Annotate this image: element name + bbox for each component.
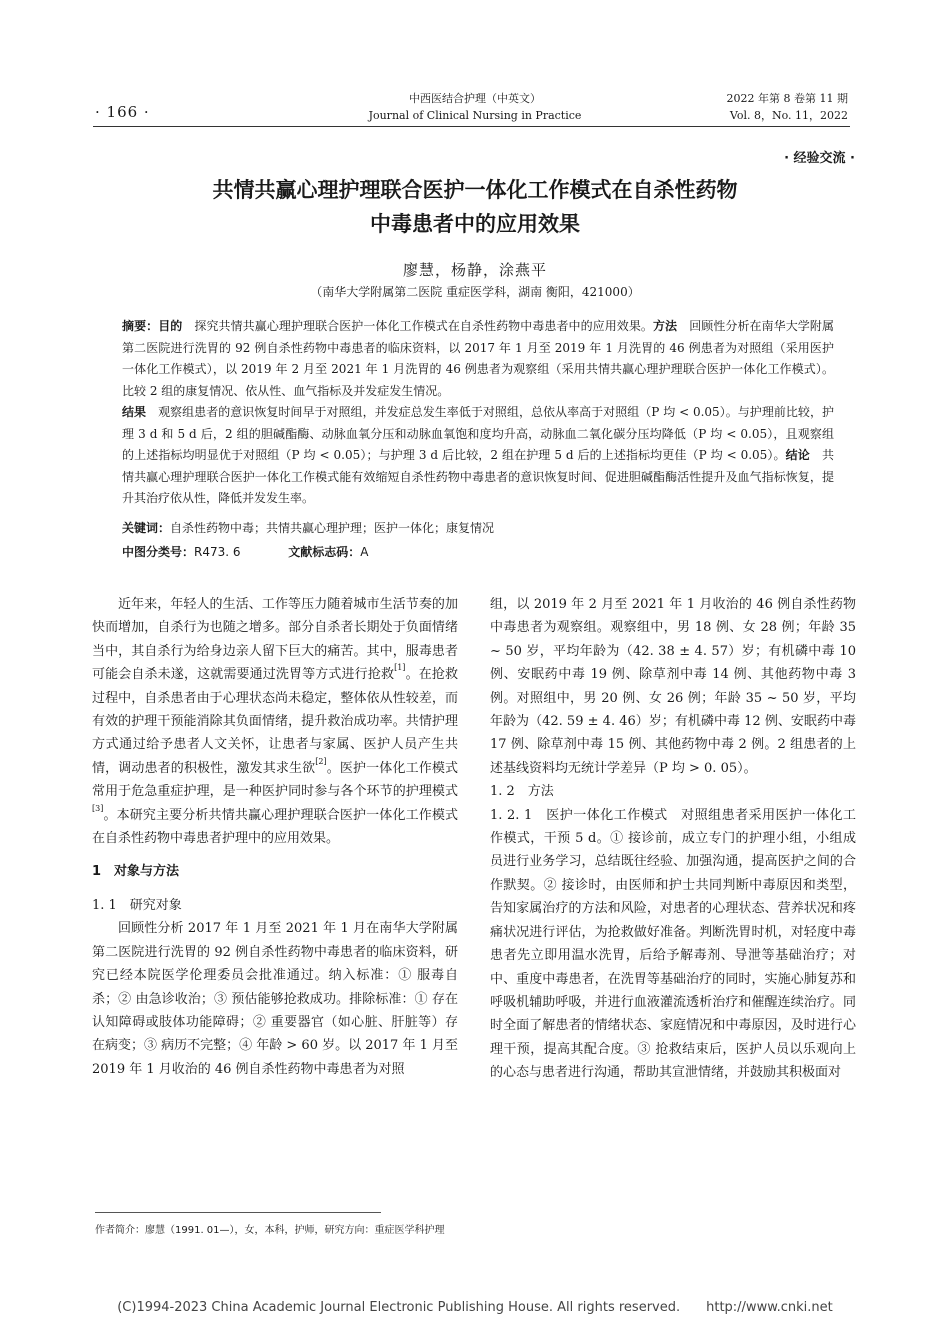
title-line-1: 共情共赢心理护理联合医护一体化工作模式在自杀性药物 bbox=[212, 178, 738, 202]
affiliation: （南华大学附属第二医院 重症医学科，湖南 衡阳，421000） bbox=[310, 285, 640, 299]
method-label: 方法 bbox=[652, 319, 678, 333]
classification-line bbox=[122, 543, 368, 560]
subjects-continued: 组，以 2019 年 2 月至 2021 年 1 月收治的 46 例自杀性药物中毒患者为观察组。观察组中，男 18 例、女 28 例；年龄 35 ~ 50 岁，平均年龄为（42. 38 ± 4. 57）岁；有机磷中毒 10 例、安眠药中毒 19 例、除草剂中毒 14 例、其他药物中毒 3 例。对照组中，男 20 例、女 26 例；年龄 35 ~ 50 岁，平均年龄为（42. 59 ± 4. 46）岁；有机磷中毒 12 例、安眠药中毒 17 例、除草剂中毒 15 例、其他药物中毒 2 例。2 组患者的上述基线资料均无统计学差异（P 均 > 0. 05）。 bbox=[490, 597, 856, 776]
subjects-paragraph: 回顾性分析 2017 年 1 月至 2021 年 1 月在南华大学附属第二医院进行洗胃的 92 例自杀性药物中毒患者的临床资料，研究已经本院医学伦理委员会批准通过。纳入标准：① 服毒自杀；② 由急诊收治；③ 预估能够抢救成功。排除标准：① 存在认知障碍或肢体功能障碍；② 重要器官（如心脏、肝脏等）存在病变；③ 病历不完整；④ 年龄 > 60 岁。以 2017 年 1 月至 2019 年 1 月收治的 46 例自杀性药物中毒患者为对照 bbox=[92, 921, 458, 1077]
intro-text-3: 。医护一体化工作模式常用于危急重症护理，是一种医护同时参与各个环节的护理模式 bbox=[92, 760, 458, 800]
intro-text-4: 。本研究主要分析共情共赢心理护理联合医护一体化工作模式在自杀性药物中毒患者护理中的应用效果。 bbox=[92, 807, 458, 847]
method-text: 对照组患者采用医护一体化工作模式，干预 5 d。① 接诊前，成立专门的护理小组，小组成员进行业务学习，总结既往经验、加强沟通，提高医护之间的合作默契。② 接诊时，由医师和护士共同判断中毒原因和类型，告知家属治疗的方法和风险，对患者的心理状态、营养状况和疼痛状况进行评估，为抢救做好准备。判断洗胃时机，对轻度中毒患者先立即用温水洗胃，后给予解毒剂、导泄等基础治疗；对中、重度中毒患者，在洗胃等基础治疗的同时，实施心肺复苏和呼吸机辅助呼吸，并进行血液灌流透析治疗和催醒连续治疗。同时全面了解患者的情绪状态、家庭情况和中毒原因，及时进行心理干预，提高其配合度。③ 抢救结束后，医护人员以乐观向上的心态与患者进行沟通，帮助其宣泄情绪，并鼓励其积极面对 bbox=[490, 807, 856, 1081]
right-column bbox=[490, 593, 856, 1085]
abstract bbox=[122, 316, 834, 510]
page-number: · 166 · bbox=[95, 103, 150, 121]
journal-title-en: Journal of Clinical Nursing in Practice bbox=[368, 109, 582, 122]
citation-2: [2] bbox=[315, 756, 327, 766]
objective-label: 目的 bbox=[158, 319, 183, 333]
journal-title bbox=[330, 90, 620, 124]
header-divider bbox=[93, 126, 850, 127]
subsection-heading-1-2: 1. 2 方法 bbox=[490, 784, 554, 800]
keywords-label: 关键词： bbox=[122, 521, 171, 535]
subsection-heading-1-2-1: 1. 2. 1 医护一体化工作模式 bbox=[490, 807, 668, 823]
conclusion-text: 共情共赢心理护理联合医护一体化工作模式能有效缩短自杀性药物中毒患者的意识恢复时间、促进胆碱酯酶活性提升及血气指标恢复，提升其治疗依从性，降低并发发生率。 bbox=[122, 448, 834, 505]
journal-title-cn: 中西医结合护理（中英文） bbox=[409, 92, 541, 105]
result-text: 观察组患者的意识恢复时间早于对照组，并发症总发生率低于对照组，总依从率高于对照组（P 均 < 0.05）。与护理前比较，护理 3 d 和 5 d 后，2 组的胆碱酯酶、动脉血氧分压和动脉血氧饱和度均升高，动脉血二氧化碳分压均降低（P 均 < 0.05），且观察组的上述指标均明显优于对照组（P 均 < 0.05）；与护理 3 d 后比较，2 组在护理 5 d 后的上述指标均更佳（P 均 < 0.05）。 bbox=[122, 405, 834, 462]
section-heading-1: 1 对象与方法 bbox=[92, 864, 180, 880]
issue-en: Vol. 8，No. 11，2022 bbox=[729, 109, 848, 122]
doc-code-label: 文献标志码： bbox=[288, 545, 361, 559]
intro-paragraph bbox=[92, 593, 458, 850]
result-label: 结果 bbox=[122, 405, 147, 419]
abstract-label: 摘要： bbox=[122, 319, 159, 333]
subsection-heading-1-1: 1. 1 研究对象 bbox=[92, 897, 182, 913]
section-tag: · 经验交流 · bbox=[784, 151, 855, 166]
clc-value: R473. 6 bbox=[194, 545, 241, 559]
intro-text-2: 。在抢救过程中，自杀患者由于心理状态尚未稳定，整体依从性较差，而有效的护理干预能消除其负面情绪，提升救治成功率。共情护理方式通过给予患者人文关怀，让患者与家属、医护人员产生共情，调动患者的积极性，激发其求生欲 bbox=[92, 667, 458, 776]
method-text: 回顾性分析在南华大学附属第二医院进行洗胃的 92 例自杀性药物中毒患者的临床资料，以 2017 年 1 月至 2019 年 1 月洗胃的 46 例患者为对照组（采用医护一体化工作模式），以 2019 年 2 月至 2021 年 1 月洗胃的 46 例患者为观察组（采用共情共赢心理护理联合医护一体化工作模式）。比较 2 组的康复情况、依从性、血气指标及并发症发生情况。 bbox=[122, 319, 834, 398]
conclusion-label: 结论 bbox=[785, 448, 810, 462]
keywords: 自杀性药物中毒；共情共赢心理护理；医护一体化；康复情况 bbox=[170, 521, 495, 535]
issue-info bbox=[680, 90, 848, 124]
citation-1: [1] bbox=[394, 663, 406, 673]
issue-cn: 2022 年第 8 卷第 11 期 bbox=[726, 92, 848, 105]
keywords-line bbox=[122, 519, 494, 536]
footnote-divider bbox=[95, 1212, 381, 1213]
intro-text-1: 近年来，年轻人的生活、工作等压力随着城市生活节奏的加快而增加，自杀行为也随之增多。部分自杀者长期处于负面情绪当中，其自杀行为给身边亲人留下巨大的痛苦。其中，服毒患者可能会自杀未遂，这就需要通过洗胃等方式进行抢救 bbox=[92, 597, 458, 683]
left-column bbox=[92, 593, 458, 1081]
author-footnote: 作者简介：廖慧（1991. 01—），女，本科，护师，研究方向：重症医学科护理 bbox=[95, 1225, 445, 1236]
clc-label: 中图分类号： bbox=[122, 545, 195, 559]
copyright-line: (C)1994-2023 China Academic Journal Electronic Publishing House. All rights reserved. http://www.cnki.net bbox=[117, 1300, 833, 1315]
authors: 廖慧，杨静，涂燕平 bbox=[402, 261, 547, 279]
paper-title bbox=[95, 173, 855, 241]
method-paragraph bbox=[490, 804, 856, 1085]
doc-code-value: A bbox=[360, 545, 369, 559]
citation-3: [3] bbox=[92, 803, 104, 813]
title-line-2: 中毒患者中的应用效果 bbox=[370, 212, 580, 236]
objective-text: 探究共情共赢心理护理联合医护一体化工作模式在自杀性药物中毒患者中的应用效果。 bbox=[182, 319, 653, 333]
